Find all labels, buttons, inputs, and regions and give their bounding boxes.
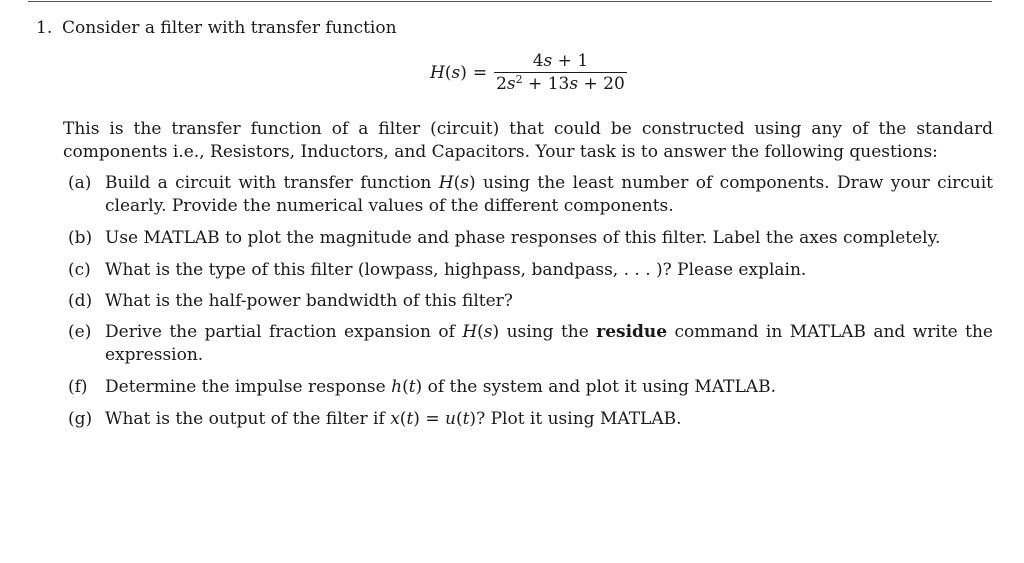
question-c (63, 259, 993, 282)
question-text: Determine the impulse response h(t) of the system and plot it using MATLAB. (105, 377, 776, 397)
question-d (63, 290, 993, 313)
question-f (63, 376, 993, 399)
problem-number: 1. (36, 18, 53, 38)
intro-paragraph: This is the transfer function of a filter (circuit) that could be constructed using any of the standard components i.e., Resistors, Inductors, and Capacitors. Your task is to answer the following questions: (63, 119, 993, 162)
question-b (63, 227, 993, 250)
question-g (63, 408, 993, 431)
question-label: (f) (68, 377, 88, 397)
question-text: Build a circuit with transfer function H(s) using the least number of components. Draw your circuit clearly. Provide the numerical values of the different components. (105, 173, 993, 216)
question-e (63, 321, 993, 367)
question-label: (a) (68, 173, 92, 193)
numerator: 4s + 1 (532, 51, 589, 71)
question-label: (b) (68, 228, 93, 248)
question-text: What is the half-power bandwidth of this filter? (105, 291, 513, 311)
problem-heading (36, 17, 397, 39)
question-text: What is the type of this filter (lowpass, highpass, bandpass, . . . )? Please explain. (105, 260, 807, 280)
question-label: (e) (68, 322, 92, 342)
question-text: What is the output of the filter if x(t) = u(t)? Plot it using MATLAB. (105, 409, 682, 429)
top-rule (28, 1, 992, 2)
equation-lhs: H(s) (430, 62, 467, 83)
question-text: Derive the partial fraction expansion of H(s) using the residue command in MATLAB and write the expression. (105, 322, 993, 365)
problem-heading-text: Consider a filter with transfer function (62, 18, 397, 38)
question-a (63, 172, 993, 218)
transfer-function-equation (430, 52, 627, 93)
equals-sign: = (472, 62, 488, 83)
denominator: $2s^2 + 13s + 20$ (496, 73, 625, 94)
residue-command: residue (596, 322, 668, 342)
question-text: Use MATLAB to plot the magnitude and phase responses of this filter. Label the axes completely. (105, 228, 941, 248)
question-label: (d) (68, 291, 93, 311)
question-label: (g) (68, 409, 93, 429)
fraction (494, 52, 627, 93)
question-label: (c) (68, 260, 91, 280)
